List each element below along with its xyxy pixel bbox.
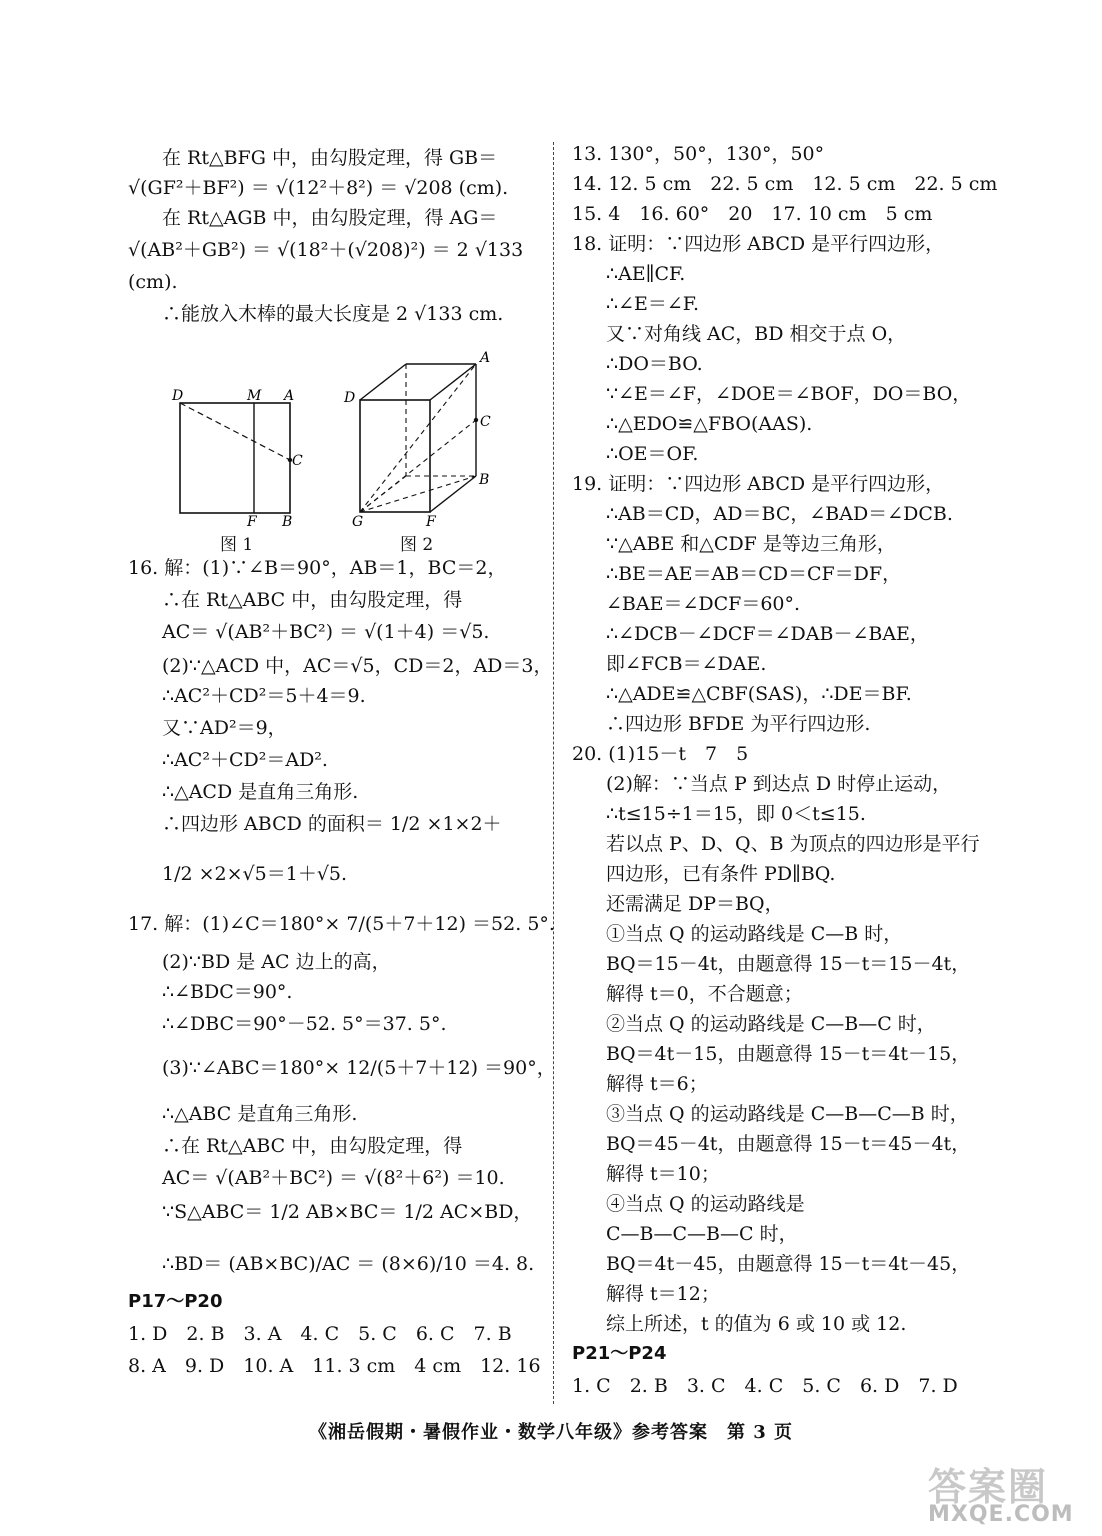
fig2-label-c: C	[480, 414, 491, 430]
fig2-label-d: D	[344, 390, 356, 406]
text-line: 解得 t＝6；	[606, 1073, 708, 1095]
fig1-label-c: C	[292, 453, 303, 469]
text-line: ∵△ABE 和△CDF 是等边三角形，	[606, 533, 896, 555]
text-line: 8. A 9. D 10. A 11. 3 cm 4 cm 12. 16	[128, 1355, 541, 1377]
text-line: 若以点 P、D、Q、B 为顶点的四边形是平行	[606, 833, 980, 855]
text-line: (cm).	[128, 271, 178, 293]
column-divider	[553, 142, 554, 1404]
text-line: 解得 t＝0，不合题意；	[606, 983, 803, 1005]
text-line: AC＝ √(AB²＋BC²) ＝ √(1＋4) ＝√5.	[162, 621, 490, 643]
watermark-site: MXQE.COM	[928, 1502, 1074, 1527]
text-line: 18. 证明：∵四边形 ABCD 是平行四边形，	[572, 233, 945, 255]
text-line: ∴BD＝ (AB×BC)/AC ＝ (8×6)/10 ＝4. 8.	[162, 1253, 535, 1275]
text-line: 17. 解：(1)∠C＝180°× 7/(5＋7＋12) ＝52. 5°.	[128, 913, 555, 935]
text-line: AC＝ √(AB²＋BC²) ＝ √(8²＋6²) ＝10.	[162, 1167, 505, 1189]
watermark	[920, 1456, 1090, 1530]
fig1-label-d: D	[172, 388, 184, 404]
text-line: ∴AC²＋CD²＝5＋4＝9.	[162, 685, 366, 707]
fig1-label-m: M	[247, 388, 262, 404]
figure-2	[340, 348, 500, 532]
text-line: ④当点 Q 的运动路线是	[606, 1193, 805, 1215]
figure-1	[168, 388, 308, 532]
text-line: 即∠FCB＝∠DAE.	[606, 653, 767, 675]
text-line: ∴△EDO≌△FBO(AAS).	[606, 413, 813, 435]
section-heading: P17～P20	[128, 1291, 223, 1312]
text-line: ①当点 Q 的运动路线是 C—B 时，	[606, 923, 903, 945]
text-line: ③当点 Q 的运动路线是 C—B—C—B 时，	[606, 1103, 969, 1125]
text-line: 四边形，已有条件 PD∥BQ.	[606, 863, 836, 885]
text-line: √(GF²＋BF²) ＝ √(12²＋8²) ＝ √208 (cm).	[128, 177, 509, 199]
text-line: 1/2 ×2×√5＝1＋√5.	[162, 863, 348, 885]
watermark-logo: 答案圈	[928, 1465, 1049, 1509]
text-line: (2)∵BD 是 AC 边上的高，	[162, 951, 391, 973]
text-line: 又∵对角线 AC，BD 相交于点 O，	[606, 323, 907, 345]
section-heading: P21～P24	[572, 1343, 667, 1364]
text-line: BQ＝4t－15，由题意得 15－t＝4t－15，	[606, 1043, 971, 1065]
text-line: 在 Rt△AGB 中，由勾股定理，得 AG＝	[162, 207, 498, 229]
text-line: 还需满足 DP＝BQ，	[606, 893, 784, 915]
text-line: C—B—C—B—C 时，	[606, 1223, 798, 1245]
text-line: ∴能放入木棒的最大长度是 2 √133 cm.	[162, 303, 504, 325]
text-line: (2)∵△ACD 中，AC＝√5，CD＝2，AD＝3，	[162, 655, 553, 677]
text-line: 19. 证明：∵四边形 ABCD 是平行四边形，	[572, 473, 945, 495]
text-line: 1. C 2. B 3. C 4. C 5. C 6. D 7. D	[572, 1375, 958, 1397]
text-line: BQ＝15－4t，由题意得 15－t＝15－4t，	[606, 953, 971, 975]
text-line: ∴AC²＋CD²＝AD².	[162, 749, 328, 771]
text-line: 13. 130°，50°，130°，50°	[572, 143, 825, 165]
figure-1-caption: 图 1	[220, 535, 254, 555]
text-line: 16. 解：(1)∵∠B＝90°，AB＝1，BC＝2，	[128, 557, 507, 579]
text-line: 又∵AD²＝9，	[162, 717, 287, 739]
text-line: ∴四边形 ABCD 的面积＝ 1/2 ×1×2＋	[162, 813, 502, 835]
text-line: (2)解：∵当点 P 到达点 D 时停止运动，	[606, 773, 952, 795]
page-footer: 《湘岳假期・暑假作业・数学八年级》参考答案 第 3 页	[308, 1422, 794, 1443]
fig1-label-f: F	[247, 514, 257, 528]
fig1-label-a: A	[284, 388, 295, 404]
text-line: ∵S△ABC＝ 1/2 AB×BC＝ 1/2 AC×BD，	[162, 1201, 533, 1223]
text-line: ∴∠DCB－∠DCF＝∠DAB－∠BAE，	[606, 623, 929, 645]
text-line: ∴∠BDC＝90°.	[162, 981, 293, 1003]
text-line: ∴t≤15÷1＝15，即 0＜t≤15.	[606, 803, 866, 825]
text-line: 1. D 2. B 3. A 4. C 5. C 6. C 7. B	[128, 1323, 512, 1345]
text-line: ∠BAE＝∠DCF＝60°.	[606, 593, 801, 615]
fig2-label-g: G	[352, 514, 364, 528]
text-line: ∴DO＝BO.	[606, 353, 703, 375]
text-line: ∴∠DBC＝90°－52. 5°＝37. 5°.	[162, 1013, 447, 1035]
text-line: ∴∠E＝∠F.	[606, 293, 700, 315]
figure-1-diagram	[168, 388, 308, 528]
text-line: ∴在 Rt△ABC 中，由勾股定理，得	[162, 1135, 463, 1157]
figure-2-diagram	[340, 348, 500, 528]
text-line: 解得 t＝10；	[606, 1163, 720, 1185]
text-line: (3)∵∠ABC＝180°× 12/(5＋7＋12) ＝90°，	[162, 1057, 556, 1079]
text-line: ∴AE∥CF.	[606, 263, 686, 285]
text-line: ②当点 Q 的运动路线是 C—B—C 时，	[606, 1013, 936, 1035]
text-line: 20. (1)15－t 7 5	[572, 743, 749, 765]
text-line: ∴△ABC 是直角三角形.	[162, 1103, 358, 1125]
text-line: √(AB²＋GB²) ＝ √(18²＋(√208)²) ＝ 2 √133	[128, 239, 524, 261]
fig2-label-f: F	[426, 514, 436, 528]
text-line: 14. 12. 5 cm 22. 5 cm 12. 5 cm 22. 5 cm	[572, 173, 998, 195]
text-line: ∴AB＝CD，AD＝BC，∠BAD＝∠DCB.	[606, 503, 953, 525]
text-line: ∴OE＝OF.	[606, 443, 699, 465]
fig1-label-b: B	[282, 514, 293, 528]
fig2-label-b: B	[479, 472, 490, 488]
text-line: ∴BE＝AE＝AB＝CD＝CF＝DF，	[606, 563, 902, 585]
text-line: ∵∠E＝∠F，∠DOE＝∠BOF，DO＝BO，	[606, 383, 972, 405]
text-line: 综上所述，t 的值为 6 或 10 或 12.	[606, 1313, 907, 1335]
fig2-label-a: A	[480, 350, 491, 366]
text-line: BQ＝4t－45，由题意得 15－t＝4t－45，	[606, 1253, 971, 1275]
text-line: 在 Rt△BFG 中，由勾股定理，得 GB＝	[162, 147, 498, 169]
text-line: ∴△ADE≌△CBF(SAS)，∴DE＝BF.	[606, 683, 912, 705]
text-line: 解得 t＝12；	[606, 1283, 720, 1305]
text-line: 15. 4 16. 60° 20 17. 10 cm 5 cm	[572, 203, 933, 225]
text-line: ∴四边形 BFDE 为平行四边形.	[606, 713, 871, 735]
text-line: ∴△ACD 是直角三角形.	[162, 781, 359, 803]
text-line: BQ＝45－4t，由题意得 15－t＝45－4t，	[606, 1133, 971, 1155]
text-line: ∴在 Rt△ABC 中，由勾股定理，得	[162, 589, 463, 611]
figure-2-caption: 图 2	[400, 535, 434, 555]
